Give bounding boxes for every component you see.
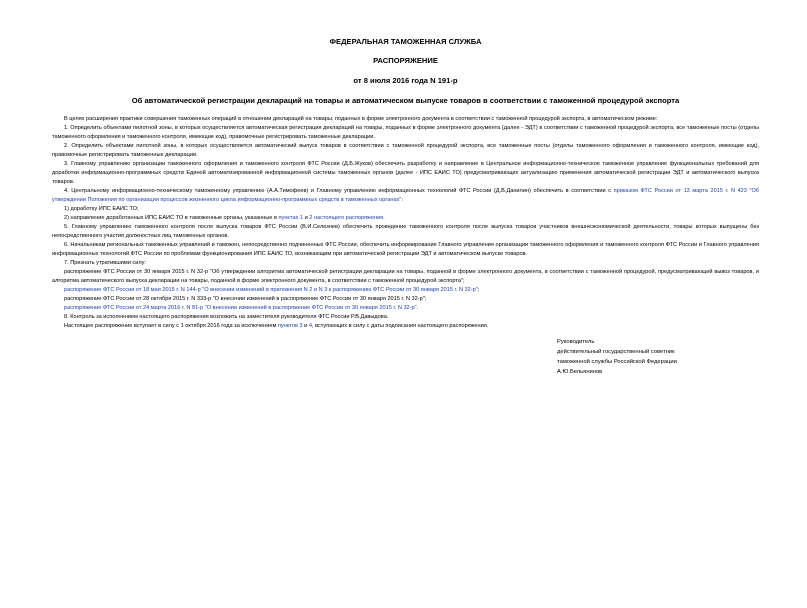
paragraph-5: 5. Главному управлению таможенного контроля после выпуска товаров ФТС России (В.И.Селезнев) обеспечить проведение таможенного контроля после выпуска товаров участников внешнеэкономической деятельности, товары которых выпущены без непосредственного участия должностных лиц таможенных органов. <box>52 224 759 239</box>
document-page <box>0 37 807 608</box>
paragraph-6: 6. Начальникам региональных таможенных управлений и таможен, непосредственно подчиненных ФТС России, обеспечить информирование Главного управления организации таможенного оформления и таможенного контроля ФТС России и Главного управления информационных технологий ФТС России по проблемам функционирования ИПС ЕАИС ТО, возникающим при автоматической регистрации ЭДТ и автоматическом выпуске товаров. <box>52 242 759 257</box>
paragraph-3: 3. Главному управлению организации таможенного оформления и таможенного контроля ФТС России (Д.Б.Жуков) обеспечить разработку и направление в Центральное информационно-техническое таможенное управление функциональных требований для доработки информационно-программных средств Единой автоматизированной информационной системы таможенных органов (далее - ИПС ЕАИС ТО) предусматривающих актуализацию применения автоматической регистрации ЭДТ и автоматического выпуска товаров. <box>52 161 759 185</box>
point-3-link[interactable]: пунктов 3 <box>277 323 303 329</box>
paragraph-effective <box>52 322 759 331</box>
signature-name: А.Ю.Бельянинов <box>557 369 603 375</box>
paragraph-4-start: 4. Центральному информационно-техническому таможенному управлению (А.А.Тимофеев) и Главному управлению информационных технологий ФТС России (Д.В.Данилин) обеспечить в соответствии с <box>64 188 611 194</box>
effective-end: , вступающих в силу с даты подписания настоящего распоряжения. <box>311 323 489 329</box>
repealed-order-1: распоряжение ФТС России от 30 января 2015 г. N 32-р "Об утверждении алгоритма автоматической регистрации декларации на товары, поданной в форме электронного документа, в соответствии с таможенной процедурой, предусматривающей вывоз товаров, и алгоритма автоматического выпуска декларации на товары, поданной в форме электронного документа, в соответствии с таможенной процедурой экспорта"; <box>52 269 759 284</box>
point-4-link[interactable]: 4 <box>308 323 312 329</box>
item-2-mid: и <box>304 215 308 221</box>
agency-name: ФЕДЕРАЛЬНАЯ ТАМОЖЕННАЯ СЛУЖБА <box>329 37 482 46</box>
signature-position: Руководитель <box>557 339 595 345</box>
repealed-order-2 <box>52 286 759 295</box>
item-2-end: . <box>383 215 385 221</box>
paragraph-4 <box>52 187 759 205</box>
document-title: Об автоматической регистрации деклараций на товары и автоматическом выпуске товаров в соответствии с таможенной процедурой экспорта <box>131 96 680 105</box>
effective-start: Настоящее распоряжение вступает в силу с 1 октября 2016 года за исключением <box>64 323 277 329</box>
repealed-4-end: . <box>416 305 419 311</box>
paragraph-4-item-1: 1) доработку ИПС ЕАИС ТО; <box>64 206 139 212</box>
effective-mid: и <box>304 323 308 329</box>
intro-paragraph: В целях расширения практики совершения таможенных операций в отношении деклараций на товары, поданных в форме электронного документа в соответствии с таможенной процедурой экспорта, в автоматическом режиме: <box>64 116 658 122</box>
paragraph-4-item-2 <box>52 214 759 223</box>
repealed-order-4 <box>52 304 759 313</box>
document-date-number: от 8 июля 2016 года N 191-р <box>353 76 458 85</box>
signature-rank: действительный государственный советник <box>557 349 675 355</box>
document-body <box>52 115 759 331</box>
order-81-link[interactable]: распоряжение ФТС России от 24 марта 2016 г. N 81-р "О внесении изменений в распоряжение ФТС России от 30 января 2015 г. N 32-р" <box>64 305 417 311</box>
item-2-start: 2) направление доработанных ИПС ЕАИС ТО в таможенные органы, указанные в <box>64 215 277 221</box>
repealed-2-end: ; <box>477 287 480 293</box>
paragraph-4-end: : <box>401 197 403 203</box>
order-423-link[interactable]: приказом ФТС России от 13 марта 2015 г. N 423 "Об утверждении Положения по организации процессов жизненного цикла информационно-программных средств в таможенных органах" <box>52 188 760 203</box>
paragraph-2: 2. Определить объектами пилотной зоны, в которых осуществляется автоматический выпуск товаров в соответствии с таможенной процедурой экспорта, все таможенные посты (отделы таможенного оформления и таможенного контроля, имеющие код), правомочные регистрировать таможенные декларации. <box>52 143 759 158</box>
signature-service: таможенной службы Российской Федерации <box>557 359 677 365</box>
order-144-link[interactable]: распоряжение ФТС России от 18 мая 2015 г. N 144-р "О внесении изменений в приложения N 2 и N 3 к распоряжению ФТС России от 30 января 2015 г. N 32-р" <box>64 287 478 293</box>
paragraph-1: 1. Определить объектами пилотной зоны, в которых осуществляется автоматическая регистрация деклараций на товары, поданных в форме электронного документа (далее - ЭДТ) в соответствии с таможенной процедурой экспорта, все таможенные посты (отделы таможенного оформления и таможенного контроля, имеющие код), правомочные регистрировать таможенные декларации. <box>52 125 759 140</box>
signature-block <box>52 337 759 377</box>
repealed-order-3: распоряжение ФТС России от 28 октября 2015 г. N 333-р "О внесении изменений в распоряжение ФТС России от 30 января 2015 г. N 32-р"; <box>64 296 427 302</box>
paragraph-7: 7. Признать утратившими силу: <box>64 260 146 266</box>
points-1-link[interactable]: пунктах 1 <box>278 215 304 221</box>
point-2-link[interactable]: 2 настоящего распоряжения <box>309 215 384 221</box>
paragraph-8: 8. Контроль за исполнением настоящего распоряжения возложить на заместителя руководителя ФТС России Р.В.Давыдова. <box>64 314 389 320</box>
document-kind: РАСПОРЯЖЕНИЕ <box>373 56 438 65</box>
